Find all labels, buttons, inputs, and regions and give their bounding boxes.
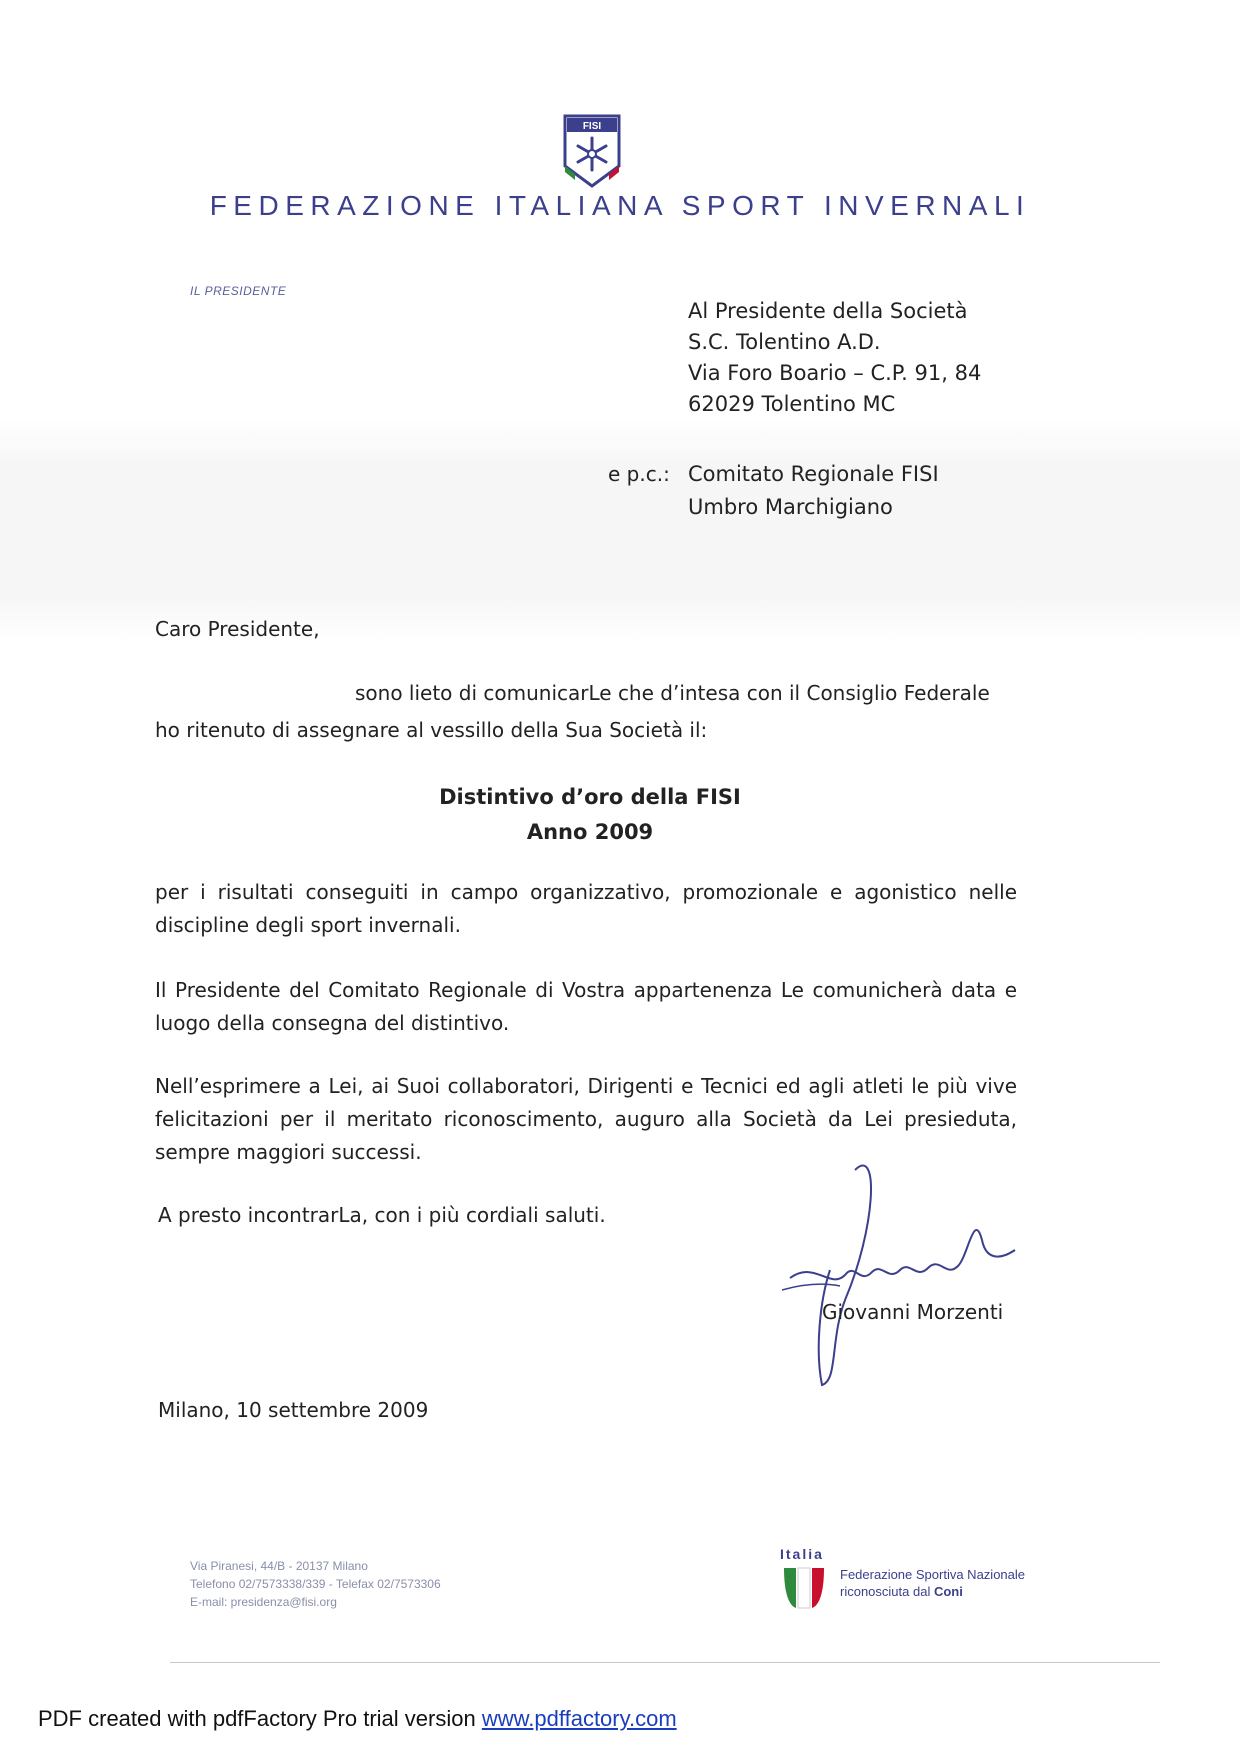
footer-email: E-mail: presidenza@fisi.org — [190, 1595, 337, 1609]
place-date: Milano, 10 settembre 2009 — [158, 1398, 429, 1422]
cc-recipients — [688, 458, 939, 524]
coni-line-2-prefix: riconosciuta dal — [840, 1584, 931, 1599]
coni-line-1: Federazione Sportiva Nazionale — [840, 1567, 1025, 1582]
cc-label: e p.c.: — [608, 462, 670, 486]
fisi-snowflake-logo — [555, 108, 629, 190]
intro-line-1: sono lieto di comunicarLe che d’intesa con il Consiglio Federale — [355, 681, 990, 705]
footer-divider — [170, 1662, 1160, 1663]
coni-line-2 — [840, 1583, 1025, 1600]
pdffactory-link[interactable]: www.pdffactory.com — [481, 1706, 677, 1731]
pdf-note-text: PDF created with pdfFactory Pro trial version — [38, 1706, 476, 1731]
cc-line: Umbro Marchigiano — [688, 495, 893, 519]
closing-line: A presto incontrarLa, con i più cordiali saluti. — [158, 1203, 606, 1227]
logo-text: FISI — [582, 121, 602, 132]
signer-name: Giovanni Morzenti — [822, 1300, 1004, 1324]
scan-shading — [0, 420, 1240, 640]
paragraph-congratulations: Nell’esprimere a Lei, ai Suoi collaboratori, Dirigenti e Tecnici ed agli atleti le più vive felicitazioni per il meritato riconoscimento, auguro alla Società da Lei presieduta, sempre maggiori successi. — [155, 1074, 1017, 1164]
italia-label: Italia — [780, 1546, 824, 1562]
award-block — [0, 780, 1180, 850]
award-title: Distintivo d’oro della FISI — [439, 785, 741, 809]
italian-flag-mark-icon — [780, 1566, 828, 1610]
paragraph-delivery: Il Presidente del Comitato Regionale di Vostra appartenenza Le comunicherà data e luogo della consegna del distintivo. — [155, 978, 1017, 1035]
coni-name: Coni — [933, 1584, 963, 1599]
recipient-line: Al Presidente della Società — [688, 299, 968, 323]
footer-address: Via Piranesi, 44/B - 20137 Milano — [190, 1559, 368, 1573]
handwritten-signature — [760, 1150, 1060, 1390]
paragraph-motivation: per i risultati conseguiti in campo organizzativo, promozionale e agonistico nelle discipline degli sport invernali. — [155, 880, 1017, 937]
intro-line-2: ho ritenuto di assegnare al vessillo della Sua Società il: — [155, 718, 708, 742]
cc-line: Comitato Regionale FISI — [688, 462, 939, 486]
greeting: Caro Presidente, — [155, 617, 320, 641]
federation-name: FEDERAZIONE ITALIANA SPORT INVERNALI — [209, 190, 1031, 221]
recipient-line: Via Foro Boario – C.P. 91, 84 — [688, 361, 982, 385]
pdf-creator-note — [38, 1706, 677, 1732]
footer-contact — [190, 1557, 441, 1611]
recipient-address — [688, 296, 981, 420]
award-year: Anno 2009 — [526, 820, 654, 844]
coni-text — [840, 1566, 1025, 1600]
recipient-line: 62029 Tolentino MC — [688, 392, 896, 416]
recipient-line: S.C. Tolentino A.D. — [688, 330, 881, 354]
coni-recognition — [780, 1546, 1080, 1616]
footer-phone: Telefono 02/7573338/339 - Telefax 02/7573306 — [190, 1577, 441, 1591]
sender-role: IL PRESIDENTE — [190, 284, 287, 298]
